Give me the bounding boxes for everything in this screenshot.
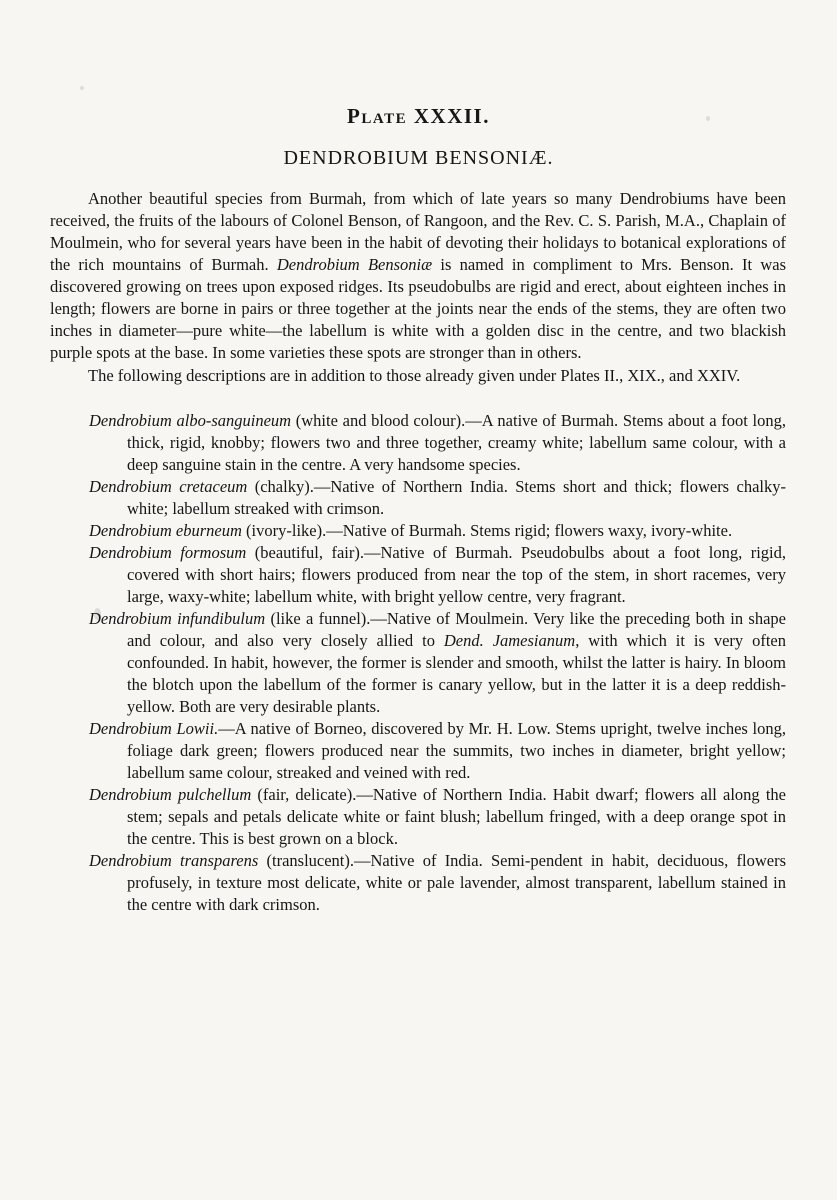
entry-species-name: Dendrobium albo-sanguineum: [89, 411, 292, 430]
entry-description: (like a funnel).—Native of Moulmein. Very like the preceding both in shape and colour, and also very closely allied to: [127, 609, 786, 650]
species-list: [89, 410, 786, 916]
speck-mark: [80, 86, 84, 90]
entry-species-name: Dendrobium formosum: [89, 543, 247, 562]
entry-species-name: Dendrobium infundibulum: [89, 609, 266, 628]
entry-description: (ivory-like).—Native of Burmah. Stems rigid; flowers waxy, ivory-white.: [241, 521, 733, 540]
list-item: [89, 850, 786, 916]
entry-description: (white and blood colour).—A native of Burmah. Stems about a foot long, thick, rigid, knobby; flowers two and three together, creamy white; labellum same colour, with a deep sanguine stain in the centre. A very handsome species.: [127, 411, 786, 474]
entry-species-name: Dendrobium pulchellum: [89, 785, 252, 804]
list-item: [89, 718, 786, 784]
entry-description: —A native of Borneo, discovered by Mr. H. Low. Stems upright, twelve inches long, foliage dark green; flowers produced near the summits, two inches in diameter, bright yellow; labellum same colour, streaked and veined with red.: [127, 719, 786, 782]
entry-description: (beautiful, fair).—Native of Burmah. Pseudobulbs about a foot long, rigid, covered with short hairs; flowers produced from near the top of the stem, in short racemes, very large, waxy-white; labellum white, with bright yellow centre, very fragrant.: [127, 543, 786, 606]
entry-species-name: Dendrobium transparens: [89, 851, 259, 870]
list-item: [89, 784, 786, 850]
plate-number: Plate XXXII.: [347, 104, 490, 128]
intro-text-rest: is named in compliment to Mrs. Benson. It was discovered growing on trees upon exposed ridges. Its pseudobulbs are rigid and erect, about eighteen inches in length; flowers are borne in pairs or three together at the joints near the ends of the stems, they are often two inches in diameter—pure white—the labellum is white with a golden disc in the centre, and two blackish purple spots at the base. In some varieties these spots are stronger than in others.: [50, 255, 786, 362]
entry-description-rest: , with which it is very often confounded. In habit, however, the former is slender and smooth, whilst the latter is hairy. In bloom the blotch upon the labellum of the former is canary yellow, but in the latter it is a deep reddish-yellow. Both are very desirable plants.: [127, 631, 786, 716]
text-body: [50, 188, 786, 916]
entry-description: (fair, delicate).—Native of Northern India. Habit dwarf; flowers all along the stem; sepals and petals delicate white or faint blush; labellum fringed, with a deep orange spot in the centre. This is best grown on a block.: [127, 785, 786, 848]
list-item: [89, 542, 786, 608]
species-title: DENDROBIUM BENSONIÆ.: [283, 147, 554, 169]
entry-species-name: Dendrobium cretaceum: [89, 477, 248, 496]
intro-text: Another beautiful species from Burmah, from which of late years so many Dendrobiums have been received, the fruits of the labours of Colonel Benson, of Rangoon, and the Rev. C. S. Parish, M.A., Chaplain of Moulmein, who for several years have been in the habit of devoting their holidays to botanical explorations of the rich mountains of Burmah.: [50, 189, 786, 274]
entry-description: (chalky).—Native of Northern India. Stems short and thick; flowers chalky-white; labellum streaked with crimson.: [127, 477, 786, 518]
entry-related-species-name: Dend. Jamesianum: [443, 631, 576, 650]
entry-description: (translucent).—Native of India. Semi-pendent in habit, deciduous, flowers profusely, in texture most delicate, white or pale lavender, almost transparent, labellum stained in the centre with dark crimson.: [127, 851, 786, 914]
list-item: [89, 410, 786, 476]
followup-paragraph: The following descriptions are in addition to those already given under Plates II., XIX., and XXIV.: [88, 366, 741, 385]
entry-species-name: Dendrobium Lowii.: [89, 719, 219, 738]
intro-paragraph: [50, 188, 786, 364]
intro-species-name: Dendrobium Bensoniæ: [276, 255, 433, 274]
list-item: [89, 520, 786, 542]
list-item: [89, 476, 786, 520]
list-item: [89, 608, 786, 718]
entry-species-name: Dendrobium eburneum: [89, 521, 242, 540]
